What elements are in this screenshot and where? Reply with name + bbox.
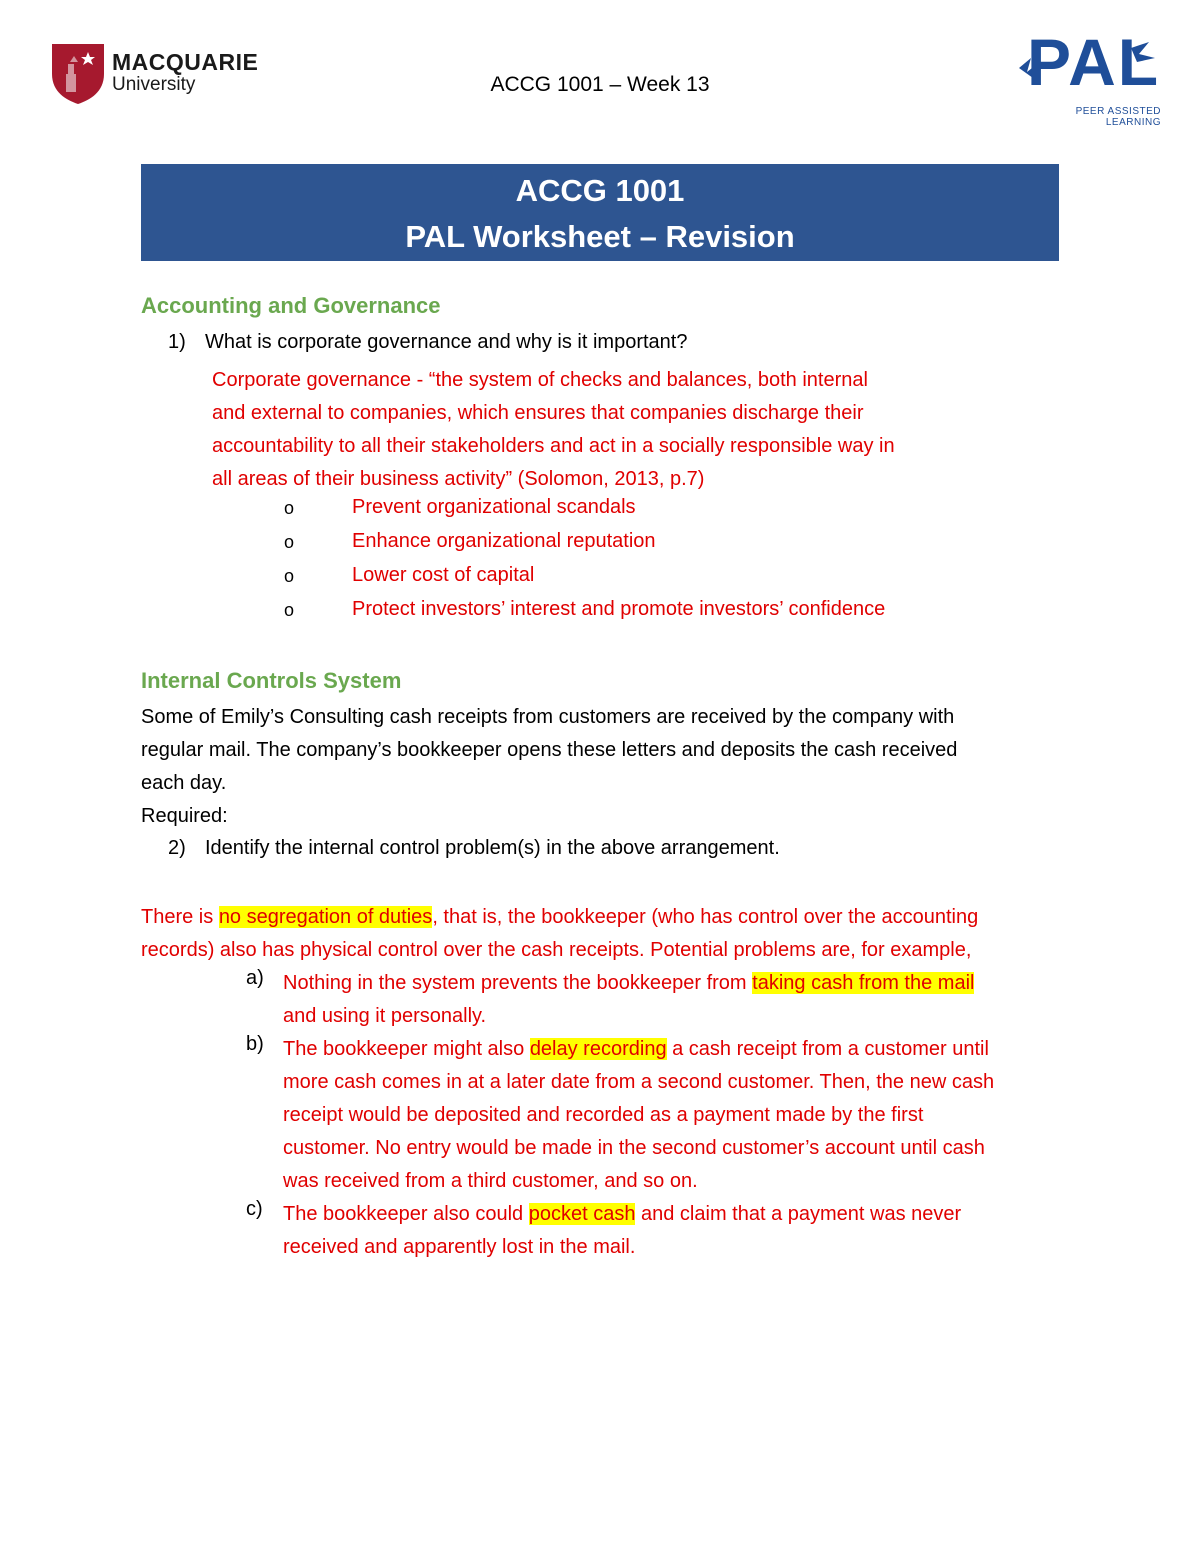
answer-line: records) also has physical control over the cash receipts. Potential problems are, for example, [141, 939, 972, 961]
item-c [283, 1198, 961, 1264]
highlighted-text: pocket cash [528, 1203, 636, 1225]
scenario-line: each day. [141, 772, 227, 794]
bullet-marker: o [284, 600, 295, 620]
answer-line: accountability to all their stakeholders and act in a socially responsible way in [212, 435, 895, 457]
item-label: b) [246, 1033, 264, 1055]
answer-line: Corporate governance - “the system of checks and balances, both internal [212, 369, 868, 391]
scenario-paragraph [141, 701, 957, 833]
banner-line1: ACCG 1001 [515, 173, 685, 208]
item-text: and claim that a payment was never [635, 1203, 962, 1225]
highlighted-text: delay recording [529, 1038, 667, 1060]
item-line: was received from a third customer, and so on. [283, 1170, 698, 1192]
item-line [283, 967, 974, 1000]
item-text: Nothing in the system prevents the bookkeeper from [283, 972, 753, 994]
course-week-header: ACCG 1001 – Week 13 [490, 73, 710, 96]
answer-line [141, 901, 978, 934]
item-text: a cash receipt from a customer until [666, 1038, 989, 1060]
item-text: The bookkeeper might also [283, 1038, 530, 1060]
scenario-line: regular mail. The company’s bookkeeper opens these letters and deposits the cash received [141, 739, 958, 761]
item-line: receipt would be deposited and recorded as a payment made by the first [283, 1104, 924, 1126]
answer-line: and external to companies, which ensures that companies discharge their [212, 402, 864, 424]
section-title-governance: Accounting and Governance [141, 293, 441, 318]
item-line: customer. No entry would be made in the second customer’s account until cash [283, 1137, 985, 1159]
answer-line: all areas of their business activity” (Solomon, 2013, p.7) [212, 468, 705, 490]
list-item [284, 530, 984, 564]
bullet-text: Lower cost of capital [352, 564, 535, 586]
item-line: more cash comes in at a later date from a second customer. Then, the new cash [283, 1071, 995, 1093]
university-name: MACQUARIE [112, 49, 259, 75]
bullet-text: Protect investors’ interest and promote investors’ confidence [352, 598, 886, 620]
question-text: Identify the internal control problem(s) in the above arrangement. [205, 837, 780, 859]
pal-logo-text: PAL [1027, 25, 1161, 99]
item-b [283, 1033, 994, 1198]
question-number: 1) [168, 331, 186, 353]
item-line: and using it personally. [283, 1005, 487, 1027]
bullet-marker: o [284, 532, 295, 552]
answer-text: , that is, the bookkeeper (who has control over the accounting [432, 906, 979, 928]
bullet-text: Prevent organizational scandals [352, 496, 636, 518]
bullet-list [284, 496, 984, 632]
answer-block [212, 364, 895, 496]
university-sub: University [112, 74, 196, 95]
section-title-internal-controls: Internal Controls System [141, 668, 402, 693]
bullet-text: Enhance organizational reputation [352, 530, 656, 552]
item-line [283, 1033, 994, 1066]
scenario-line: Some of Emily’s Consulting cash receipts from customers are received by the company with [141, 706, 955, 728]
item-text: The bookkeeper also could [283, 1203, 529, 1225]
item-a [283, 967, 974, 1033]
list-item [284, 564, 984, 598]
required-label: Required: [141, 805, 228, 827]
bullet-marker: o [284, 498, 295, 518]
item-line: received and apparently lost in the mail. [283, 1236, 636, 1258]
list-item [284, 496, 984, 530]
banner-line2: PAL Worksheet – Revision [405, 219, 795, 254]
highlighted-text: no segregation of duties [218, 906, 433, 928]
answer-paragraph [141, 901, 978, 967]
item-label: a) [246, 967, 264, 989]
bullet-marker: o [284, 566, 295, 586]
question-number: 2) [168, 837, 186, 859]
title-banner [141, 164, 1059, 261]
item-label: c) [246, 1198, 263, 1220]
pal-logo [1015, 25, 1161, 128]
question-text: What is corporate governance and why is it important? [205, 331, 688, 353]
item-line [283, 1198, 961, 1231]
answer-text: There is [141, 906, 219, 928]
highlighted-text: taking cash from the mail [752, 972, 975, 994]
pal-logo-sub: PEER ASSISTED LEARNING [1075, 106, 1161, 128]
list-item [284, 598, 984, 632]
